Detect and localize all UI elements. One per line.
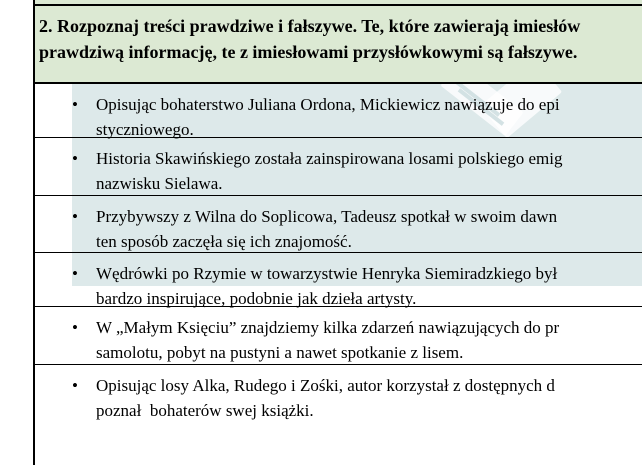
statement-row-6	[33, 365, 642, 464]
statement-text: nazwisku Sielawa.	[96, 173, 223, 193]
statement-text: W „Małym Księciu” znajdziemy kilka zdarzeń nawiązujących do pr	[96, 318, 560, 337]
table-left-border	[33, 0, 35, 465]
task-header-line-2: prawdziwą informację, te z imiesłowami przysłówkowymi są fałszywe.	[39, 42, 578, 62]
statement-text: Opisując bohaterstwo Juliana Ordona, Mickiewicz nawiązuje do epi	[96, 95, 560, 114]
statement-row-2	[33, 138, 642, 196]
bullet-icon: •	[72, 95, 78, 114]
bullet-icon: •	[72, 264, 78, 283]
bullet-icon: •	[72, 318, 78, 337]
statement-row-1	[33, 84, 642, 138]
statement-row-5	[33, 307, 642, 365]
statement-text: Opisując losy Alka, Rudego i Zośki, autor korzystał z dostępnych d	[96, 376, 555, 395]
bullet-icon: •	[72, 207, 78, 226]
bullet-icon: •	[72, 376, 78, 395]
statements-table	[33, 84, 642, 464]
statement-text: Wędrówki po Rzymie w towarzystwie Henryka Siemiradzkiego był	[96, 264, 558, 283]
statement-text: Historia Skawińskiego została zainspirowana losami polskiego emig	[96, 149, 563, 168]
statement-text: bardzo inspirujące, podobnie jak dzieła artysty.	[96, 288, 417, 308]
task-header-line-1: 2. Rozpoznaj treści prawdziwe i fałszywe. Te, które zawierają imiesłów	[39, 16, 581, 36]
bullet-icon: •	[72, 149, 78, 168]
statement-text: Przybywszy z Wilna do Soplicowa, Tadeusz spotkał w swoim dawn	[96, 207, 558, 226]
statement-text: samolotu, pobyt na pustyni a nawet spotkanie z lisem.	[96, 342, 464, 362]
statement-text: poznał bohaterów swej książki.	[96, 400, 314, 420]
statement-row-4	[33, 253, 642, 307]
task-header-cell	[33, 4, 642, 84]
statement-text: styczniowego.	[96, 119, 194, 139]
statement-text: ten sposób zaczęła się ich znajomość.	[96, 231, 352, 251]
statement-row-3	[33, 196, 642, 253]
